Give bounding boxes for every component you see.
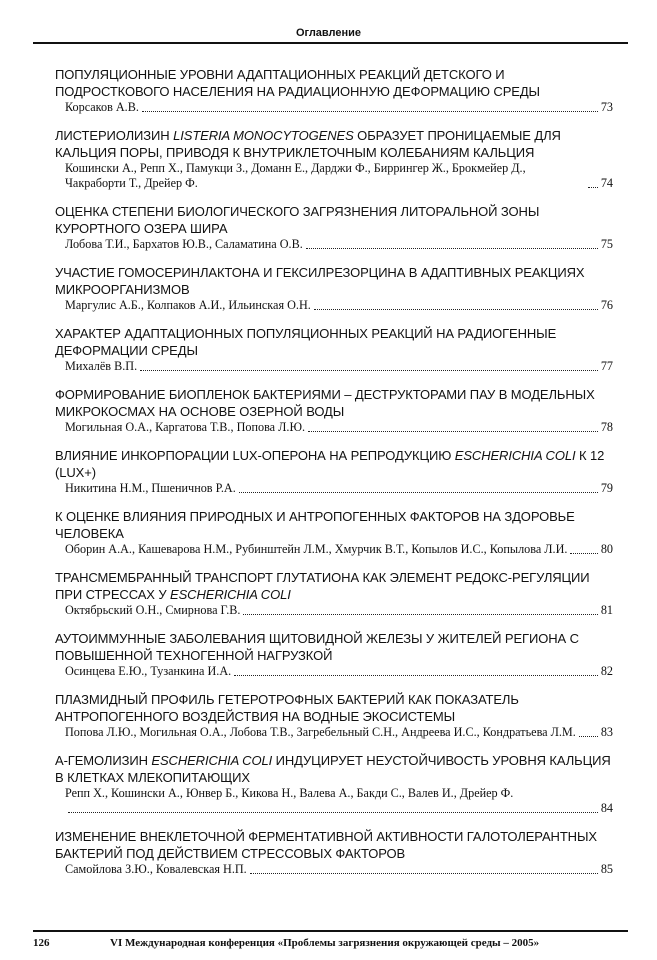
leader-dots [68, 812, 598, 813]
toc-entry[interactable] [55, 203, 613, 252]
table-of-contents [55, 66, 613, 889]
header-divider [33, 42, 628, 44]
entry-authors: Октябрьский О.Н., Смирнова Г.В. [65, 603, 241, 617]
leader-dots [140, 370, 598, 371]
entry-authors-line [55, 359, 613, 374]
toc-entry[interactable] [55, 630, 613, 679]
entry-page-number: 82 [600, 664, 613, 678]
footer-divider [33, 930, 628, 932]
entry-authors: Корсаков А.В. [65, 100, 139, 114]
leader-dots [234, 675, 598, 676]
toc-entry[interactable] [55, 569, 613, 618]
toc-entry[interactable] [55, 127, 613, 191]
leader-dots [306, 248, 598, 249]
entry-title: ХАРАКТЕР АДАПТАЦИОННЫХ ПОПУЛЯЦИОННЫХ РЕАКЦИЙ НА РАДИОГЕННЫЕ ДЕФОРМАЦИИ СРЕДЫ [55, 326, 557, 358]
entry-title-species: ESCHERICHIA COLI [151, 753, 273, 768]
entry-page-number: 78 [600, 420, 613, 434]
entry-authors: Осинцева Е.Ю., Тузанкина И.А. [65, 664, 232, 678]
entry-page-number: 79 [600, 481, 613, 495]
entry-page-number: 81 [600, 603, 613, 617]
entry-authors-line [55, 664, 613, 679]
leader-dots [250, 873, 598, 874]
entry-title-part: ТРАНСМЕМБРАННЫЙ ТРАНСПОРТ ГЛУТАТИОНА КАК ЭЛЕМЕНТ РЕДОКС-РЕГУЛЯЦИИ ПРИ СТРЕССАХ У [55, 570, 590, 602]
leader-dots [314, 309, 598, 310]
entry-page-number: 76 [600, 298, 613, 312]
entry-title: ОЦЕНКА СТЕПЕНИ БИОЛОГИЧЕСКОГО ЗАГРЯЗНЕНИЯ ЛИТОРАЛЬНОЙ ЗОНЫ КУРОРТНОГО ОЗЕРА ШИРА [55, 204, 540, 236]
toc-entry[interactable] [55, 264, 613, 313]
entry-title-part: ИНДУЦИРУЕТ НЕУСТОЙЧИВОСТЬ УРОВНЯ КАЛЬЦИЯ В КЛЕТКАХ МЛЕКОПИТАЮЩИХ [55, 753, 611, 785]
toc-entry[interactable] [55, 508, 613, 557]
entry-authors-line [55, 862, 613, 877]
entry-page-number: 85 [600, 862, 613, 876]
toc-entry[interactable] [55, 325, 613, 374]
leader-dots [142, 111, 598, 112]
entry-title: УЧАСТИЕ ГОМОСЕРИНЛАКТОНА И ГЕКСИЛРЕЗОРЦИНА В АДАПТИВНЫХ РЕАКЦИЯХ МИКРООРГАНИЗМОВ [55, 265, 585, 297]
entry-page-number: 74 [600, 176, 613, 190]
leader-dots [570, 553, 597, 554]
entry-authors: Михалёв В.П. [65, 359, 138, 373]
entry-page-number: 73 [600, 100, 613, 114]
entry-authors: Кошински А., Репп Х., Памукци З., Доманн Е., Дарджи Ф., Биррингер Ж., Брокмейер Д., Чакраборти Т., Дрейер Ф. [65, 161, 526, 190]
entry-title [55, 752, 613, 786]
entry-title-part: ОБРАЗУЕТ ПРОНИЦАЕМЫЕ ДЛЯ КАЛЬЦИЯ ПОРЫ, ПРИВОДЯ К ВНУТРИКЛЕТОЧНЫМ КОЛЕБАНИЯМ КАЛЬЦИЯ [55, 128, 561, 160]
toc-entry[interactable] [55, 66, 613, 115]
entry-title: ПЛАЗМИДНЫЙ ПРОФИЛЬ ГЕТЕРОТРОФНЫХ БАКТЕРИЙ КАК ПОКАЗАТЕЛЬ АНТРОПОГЕННОГО ВОЗДЕЙСТВИЯ НА ВОДНЫЕ ЭКОСИСТЕМЫ [55, 692, 519, 724]
leader-dots [239, 492, 598, 493]
entry-authors: Попова Л.Ю., Могильная О.А., Лобова Т.В., Загребельный С.Н., Андреева И.С., Кондратьева Л.М. [65, 725, 576, 739]
entry-authors-line [55, 725, 613, 740]
entry-authors-line [55, 786, 613, 816]
toc-entry[interactable] [55, 752, 613, 816]
entry-authors-line [55, 481, 613, 496]
entry-title-part: ЛИСТЕРИОЛИЗИН [55, 128, 174, 143]
footer-page-number: 126 [33, 937, 50, 949]
entry-authors: Никитина Н.М., Пшеничнов Р.А. [65, 481, 236, 495]
entry-page-number: 77 [600, 359, 613, 373]
entry-authors-line [55, 161, 613, 191]
entry-title [55, 569, 613, 603]
entry-page-number: 83 [600, 725, 613, 739]
entry-page-number: 80 [600, 542, 613, 556]
toc-entry[interactable] [55, 386, 613, 435]
entry-title [55, 127, 613, 161]
entry-title-part: Α-ГЕМОЛИЗИН [55, 753, 152, 768]
entry-authors: Оборин А.А., Кашеварова Н.М., Рубинштейн Л.М., Хмурчик В.Т., Копылов И.С., Копылова Л.И. [65, 542, 568, 556]
entry-authors: Лобова Т.И., Бархатов Ю.В., Саламатина О.В. [65, 237, 303, 251]
footer-conference-title: VI Международная конференция «Проблемы загрязнения окружающей среды – 2005» [110, 937, 540, 949]
entry-title-part: К 12 (LUX+) [55, 448, 605, 480]
entry-authors-line [55, 603, 613, 618]
leader-dots [243, 614, 597, 615]
entry-title-species: ESCHERICHIA COLI [454, 448, 576, 463]
entry-title-species: LISTERIA MONOCYTOGENES [173, 128, 354, 143]
entry-authors: Могильная О.А., Каргатова Т.В., Попова Л.Ю. [65, 420, 306, 434]
entry-authors-line [55, 298, 613, 313]
entry-title: ИЗМЕНЕНИЕ ВНЕКЛЕТОЧНОЙ ФЕРМЕНТАТИВНОЙ АКТИВНОСТИ ГАЛОТОЛЕРАНТНЫХ БАКТЕРИЙ ПОД ДЕЙСТВИЕМ СТРЕССОВЫХ ФАКТОРОВ [55, 829, 597, 861]
entry-title: К ОЦЕНКЕ ВЛИЯНИЯ ПРИРОДНЫХ И АНТРОПОГЕННЫХ ФАКТОРОВ НА ЗДОРОВЬЕ ЧЕЛОВЕКА [55, 509, 575, 541]
toc-entry[interactable] [55, 828, 613, 877]
entry-title: АУТОИММУННЫЕ ЗАБОЛЕВАНИЯ ЩИТОВИДНОЙ ЖЕЛЕЗЫ У ЖИТЕЛЕЙ РЕГИОНА С ПОВЫШЕННОЙ ТЕХНОГЕННОЙ НАГРУЗКОЙ [55, 631, 579, 663]
entry-authors-line [55, 420, 613, 435]
entry-authors-line [55, 237, 613, 252]
entry-authors: Маргулис А.Б., Колпаков А.И., Ильинская О.Н. [65, 298, 311, 312]
leader-dots [579, 736, 598, 737]
entry-authors-line [55, 542, 613, 557]
entry-title-part: ВЛИЯНИЕ ИНКОРПОРАЦИИ LUX-ОПЕРОНА НА РЕПРОДУКЦИЮ [55, 448, 455, 463]
leader-dots [308, 431, 598, 432]
entry-page-number: 84 [600, 801, 613, 815]
leader-dots [588, 187, 598, 188]
entry-title: ФОРМИРОВАНИЕ БИОПЛЕНОК БАКТЕРИЯМИ – ДЕСТРУКТОРАМИ ПАУ В МОДЕЛЬНЫХ МИКРОКОСМАХ НА ОСНОВЕ ОЗЕРНОЙ ВОДЫ [55, 387, 595, 419]
entry-authors: Репп Х., Кошински А., Юнвер Б., Кикова Н., Валева А., Бакди С., Валев И., Дрейер Ф. [65, 786, 514, 800]
entry-page-number: 75 [600, 237, 613, 251]
entry-title-species: ESCHERICHIA COLI [170, 587, 291, 602]
page-header-title: Оглавление [295, 27, 362, 39]
toc-entry[interactable] [55, 447, 613, 496]
toc-entry[interactable] [55, 691, 613, 740]
entry-title: ПОПУЛЯЦИОННЫЕ УРОВНИ АДАПТАЦИОННЫХ РЕАКЦИЙ ДЕТСКОГО И ПОДРОСТКОВОГО НАСЕЛЕНИЯ НА РАДИАЦИОННУЮ ДЕФОРМАЦИЮ СРЕДЫ [55, 67, 540, 99]
entry-title [55, 447, 613, 481]
entry-authors: Самойлова З.Ю., Ковалевская Н.П. [65, 862, 247, 876]
entry-authors-line [55, 100, 613, 115]
